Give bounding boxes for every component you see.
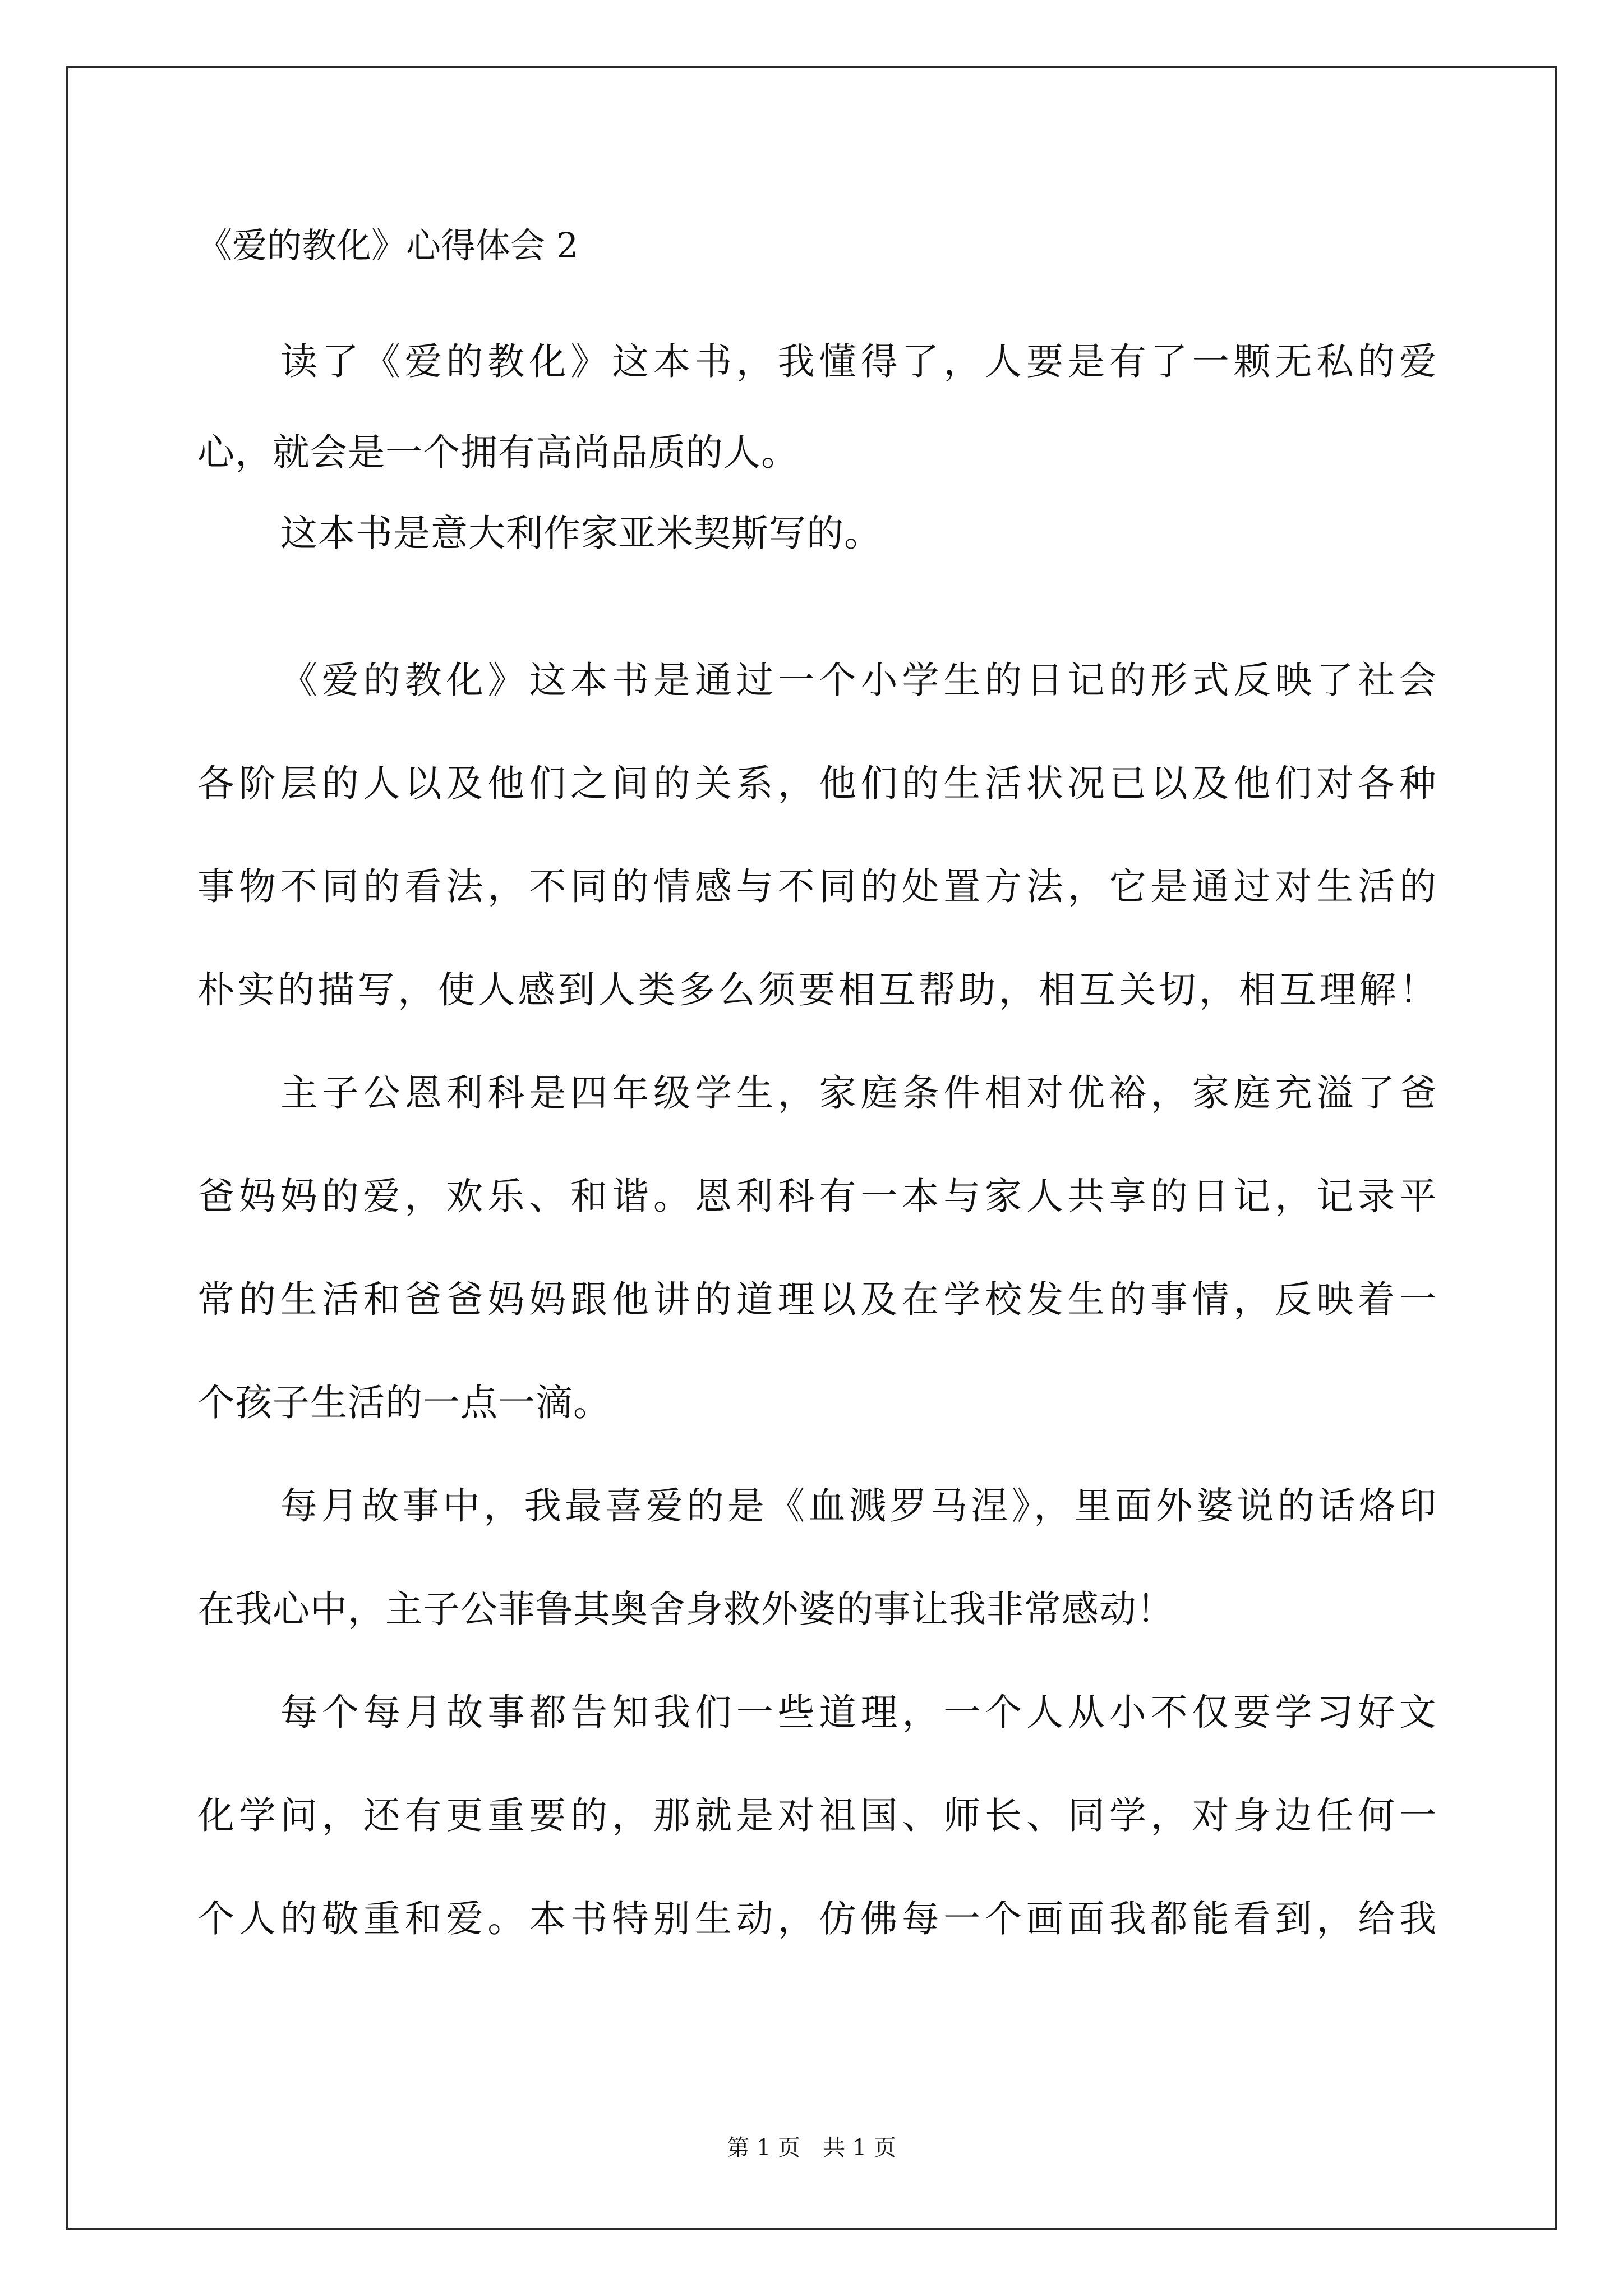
text-line: 常的生活和爸爸妈妈跟他讲的道理以及在学校发生的事情，反映着一 bbox=[197, 1278, 1437, 1321]
text-line: 事物不同的看法，不同的情感与不同的处置方法，它是通过对生活的 bbox=[197, 865, 1437, 908]
text-line: 朴实的描写，使人感到人类多么须要相互帮助，相互关切，相互理解！ bbox=[197, 968, 1437, 1011]
text-line: 每月故事中，我最喜爱的是《血溅罗马涅》，里面外婆说的话烙印 bbox=[280, 1484, 1437, 1527]
text-line: 《爱的教化》这本书是通过一个小学生的日记的形式反映了社会 bbox=[280, 659, 1437, 702]
text-line: 个人的敬重和爱。本书特别生动，仿佛每一个画面我都能看到，给我 bbox=[197, 1897, 1437, 1940]
text-line: 各阶层的人以及他们之间的关系，他们的生活状况已以及他们对各种 bbox=[197, 762, 1437, 805]
text-line: 每个每月故事都告知我们一些道理，一个人从小不仅要学习好文 bbox=[280, 1691, 1437, 1734]
page-number-footer: 第 1 页 共 1 页 bbox=[727, 2135, 896, 2161]
text-line: 在我心中，主子公菲鲁其奥舍身救外婆的事让我非常感动！ bbox=[197, 1588, 1174, 1631]
text-line: 心，就会是一个拥有高尚品质的人。 bbox=[197, 431, 799, 474]
text-line: 主子公恩利科是四年级学生，家庭条件相对优裕，家庭充溢了爸 bbox=[280, 1071, 1437, 1115]
text-line: 这本书是意大利作家亚米契斯写的。 bbox=[280, 512, 882, 555]
document-title: 《爱的教化》心得体会 2 bbox=[197, 225, 579, 266]
text-line: 化学问，还有更重要的，那就是对祖国、师长、同学，对身边任何一 bbox=[197, 1794, 1437, 1837]
text-line: 爸妈妈的爱，欢乐、和谐。恩利科有一本与家人共享的日记，记录平 bbox=[197, 1175, 1437, 1218]
text-line: 个孩子生活的一点一滴。 bbox=[197, 1381, 611, 1424]
text-line: 读了《爱的教化》这本书，我懂得了，人要是有了一颗无私的爱 bbox=[280, 340, 1437, 383]
